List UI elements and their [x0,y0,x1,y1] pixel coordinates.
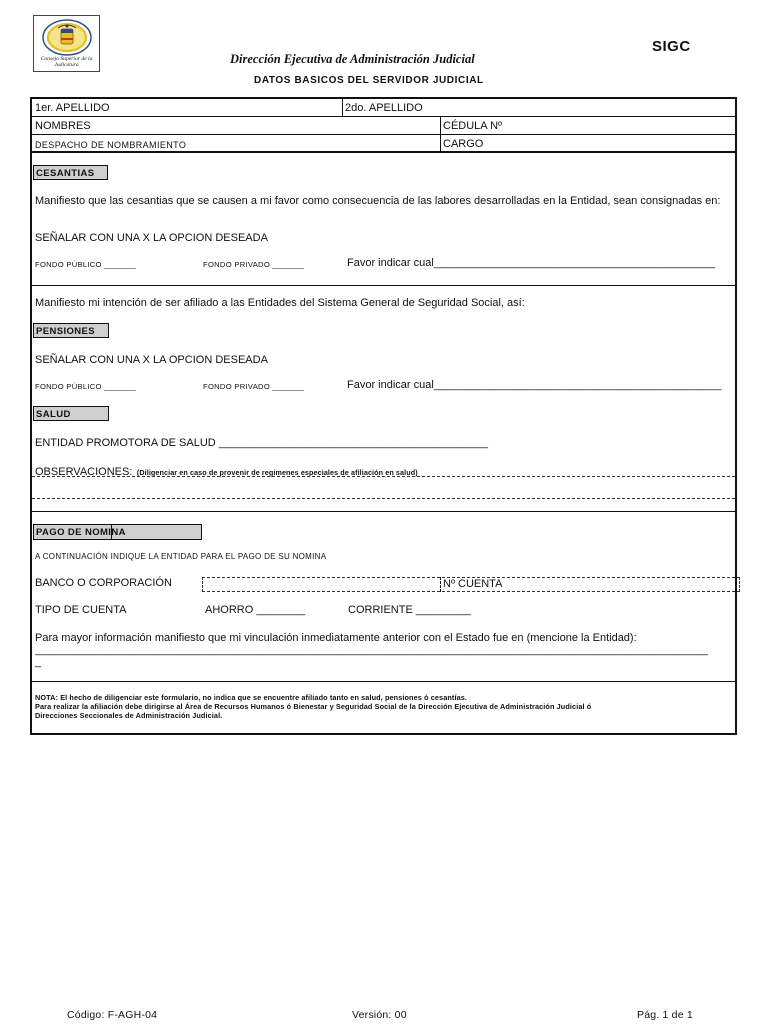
judicial-seal-logo [33,15,100,72]
previous-employment-line-1[interactable]: ______________________________________________________________________________________________________________ [35,644,708,656]
names-field[interactable]: NOMBRES [35,120,91,132]
eps-field[interactable]: ENTIDAD PROMOTORA DE SALUD ____________________________________________ [35,437,488,449]
divider [32,134,735,135]
previous-employment-line-2[interactable]: _ [35,656,42,668]
logo-caption: Consejo Superior de la Judicatura [40,56,93,68]
divider [111,524,112,540]
cesantias-which-field[interactable]: Favor indicar cual______________________________________________ [347,257,716,269]
cesantias-statement: Manifiesto que las cesantias que se causen a mi favor como consecuencia de las labores desarrolladas en la Entidad, sean consignadas en: [35,195,721,207]
form-version: Versión: 00 [352,1009,407,1021]
divider [32,681,735,682]
account-type-label: TIPO DE CUENTA [35,604,127,616]
form-frame [30,97,737,735]
divider [32,116,735,117]
id-card-field[interactable]: CÉDULA Nº [443,120,503,132]
observations-label: OBSERVACIONES: [35,466,133,478]
nomina-instruction: A CONTINUACIÓN INDIQUE LA ENTIDAD PARA EL PAGO DE SU NOMINA [35,552,327,561]
checking-option[interactable]: CORRIENTE _________ [348,604,471,616]
note-line-2: Para realizar la afiliación debe dirigirse al Área de Recursos Humanos ó Bienestar y Seguridad Social de la Dirección Ejecutiva de Administración Judicial ó [35,702,592,711]
pensiones-which-field[interactable]: Favor indicar cual_______________________________________________ [347,379,722,391]
seal-emblem-icon [41,19,93,56]
note-line-3: Direcciones Seccionales de Administración Judicial. [35,711,223,720]
divider [32,151,735,153]
observations-note: (Diligenciar en caso de provenir de regimenes especiales de afiliación en salud) [136,468,418,477]
second-surname-field[interactable]: 2do. APELLIDO [345,102,423,114]
cesantias-heading: CESANTIAS [33,165,108,180]
form-code: Código: F-AGH-04 [67,1009,158,1021]
cesantias-instruction: SEÑALAR CON UNA X LA OPCION DESEADA [35,232,268,244]
divider [32,285,735,286]
divider [342,99,343,116]
position-field[interactable]: CARGO [443,138,484,150]
page-title: Dirección Ejecutiva de Administración Judicial [230,52,475,66]
bank-label: BANCO O CORPORACIÓN [35,577,172,589]
observations-row [35,462,418,480]
divider [440,116,441,151]
divider [440,577,441,592]
observations-line-2[interactable] [32,498,735,499]
salud-heading: SALUD [33,406,109,421]
social-security-statement: Manifiesto mi intención de ser afiliado a las Entidades del Sistema General de Seguridad Social, así: [35,297,525,309]
savings-option[interactable]: AHORRO ________ [205,604,306,616]
page-number: Pág. 1 de 1 [637,1009,693,1021]
observations-line-1[interactable] [32,476,735,477]
sigc-badge: SIGC [652,38,691,55]
form-subtitle: DATOS BASICOS DEL SERVIDOR JUDICIAL [254,75,484,86]
nomina-heading-label: PAGO DE NOMINA [36,527,126,538]
pensiones-public-fund-option[interactable]: FONDO PÚBLICO _______ [35,382,136,391]
nomina-heading [33,524,202,540]
pensiones-heading: PENSIONES [33,323,109,338]
pensiones-private-fund-option[interactable]: FONDO PRIVADO _______ [203,382,305,391]
divider [32,511,735,512]
previous-employment-statement: Para mayor información manifiesto que mi vinculación inmediatamente anterior con el Estado fue en (mencione la Entidad): [35,632,637,644]
pensiones-instruction: SEÑALAR CON UNA X LA OPCION DESEADA [35,354,268,366]
first-surname-field[interactable]: 1er. APELLIDO [35,102,110,114]
cesantias-private-fund-option[interactable]: FONDO PRIVADO _______ [203,260,305,269]
account-number-field[interactable]: Nº CUENTA [443,578,503,590]
cesantias-public-fund-option[interactable]: FONDO PÚBLICO _______ [35,260,136,269]
appointment-office-field[interactable]: DESPACHO DE NOMBRAMIENTO [35,140,187,150]
note-line-1: NOTA: El hecho de diligenciar este formulario, no indica que se encuentre afiliado tanto en salud, pensiones ó cesantías. [35,693,468,702]
